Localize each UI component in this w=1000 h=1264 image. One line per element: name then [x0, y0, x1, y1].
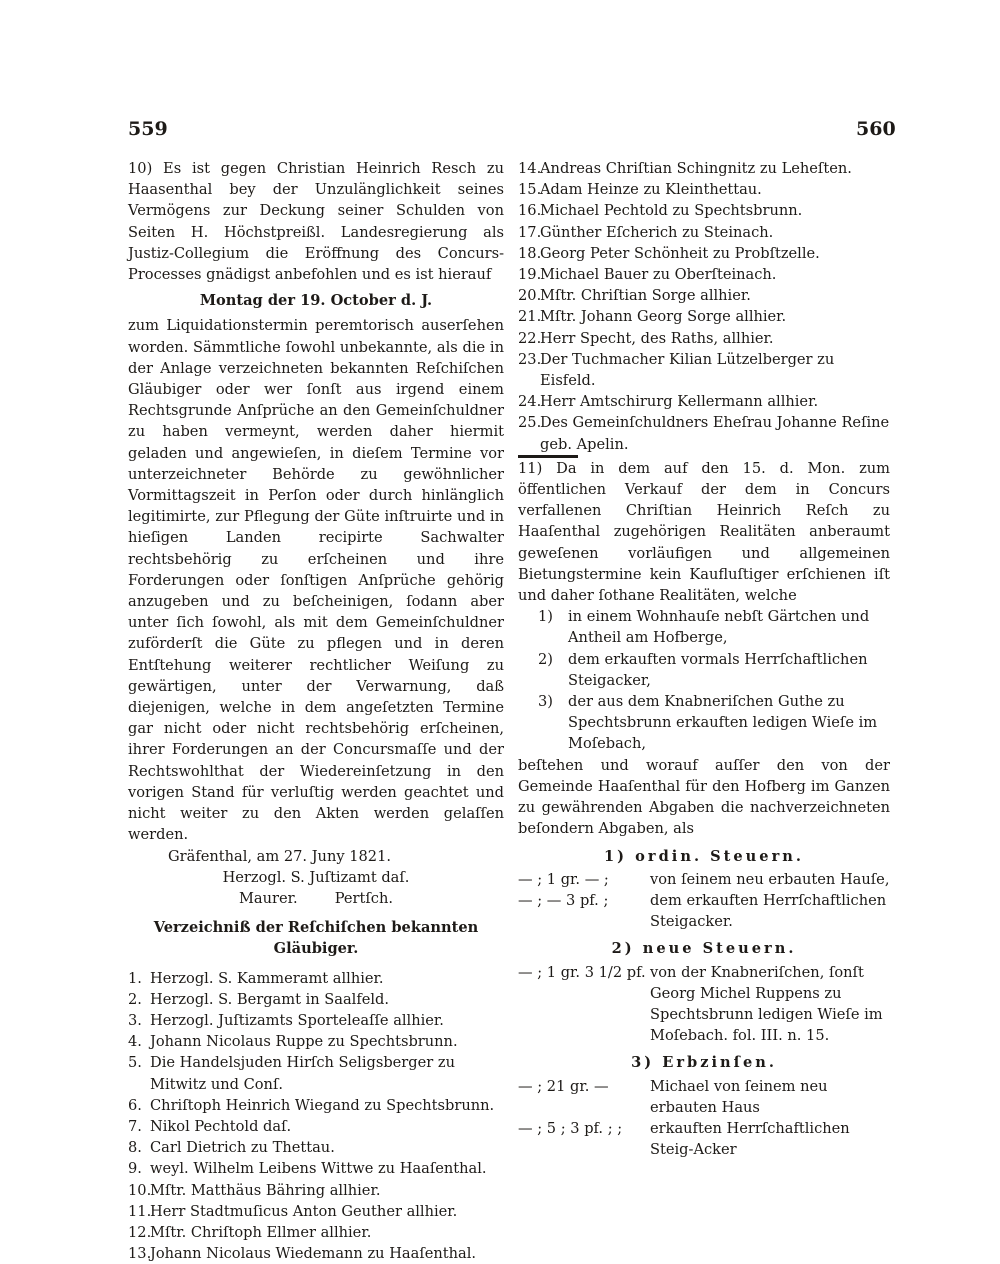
list-item-number: 2) — [538, 650, 553, 668]
list-item — [128, 1010, 504, 1031]
list-item — [128, 968, 504, 989]
signature-office: Herzogl. S. Juſtizamt daſ. — [222, 868, 410, 886]
list-item — [518, 264, 890, 285]
list-item — [128, 1222, 504, 1243]
list-item — [518, 222, 890, 243]
list-item-text: Johann Nicolaus Ruppe zu Spechtsbrunn. — [150, 1033, 458, 1051]
list-item-number: 8. — [128, 1139, 142, 1157]
list-item-number: 6. — [128, 1096, 142, 1114]
tax-heading-new: 2) neue Steuern. — [611, 940, 797, 958]
list-item — [518, 243, 890, 264]
page-number-left: 559 — [128, 118, 168, 140]
list-item-number: 12. — [128, 1223, 152, 1241]
tax-line — [518, 1076, 890, 1118]
list-item-text: Carl Dietrich zu Thettau. — [150, 1139, 335, 1157]
tax-list-ordinary — [518, 869, 890, 933]
creditor-list-right — [518, 158, 890, 455]
list-item — [128, 1137, 504, 1158]
list-item-text: dem erkauften vormals Herrſchaftlichen Steigacker, — [568, 650, 868, 689]
tax-description: von der Knabneriſchen, ſonſt Georg Michel Ruppens zu Spechtsbrunn ledigen Wieſe im Moſebach. fol. III. n. 15. — [650, 963, 883, 1045]
list-item-number: 1) — [538, 608, 553, 626]
page-number-right: 560 — [856, 118, 896, 140]
tax-description: Michael von ſeinem neu erbauten Haus — [650, 1077, 828, 1116]
list-item-text: Mſtr. Johann Georg Sorge allhier. — [540, 308, 787, 326]
list-item-number: 3. — [128, 1011, 142, 1029]
list-item-number: 10. — [128, 1181, 152, 1199]
list-item-number: 7. — [128, 1117, 142, 1135]
list-item — [128, 1243, 504, 1264]
list-item-text: Herr Stadtmuſicus Anton Geuther allhier. — [150, 1202, 458, 1220]
list-item — [128, 1052, 504, 1094]
tax-line — [518, 1118, 890, 1160]
tax-line — [518, 962, 890, 1047]
list-item-number: 19. — [518, 266, 542, 284]
tax-amount: — ; 21 gr. — — [518, 1077, 609, 1095]
list-item — [128, 1116, 504, 1137]
tax-amount: — ; 1 gr. — ; — [518, 870, 609, 888]
notice-10-intro: 10) Es ist gegen Christian Heinrich Resch zu Haasenthal bey der Unzulänglichkeit seines Vermögens zur Deckung seiner Schulden von Seiten H. Höchstpreißl. Landesregierung als Justiz-Collegium die Eröffnung des Concurs-Processes gnädigst anbefohlen und es ist hierauf — [128, 160, 504, 284]
list-item-text: Mſtr. Chriſtian Sorge allhier. — [540, 287, 751, 305]
list-item-number: 16. — [518, 202, 542, 220]
list-item-text: Andreas Chriſtian Schingnitz zu Leheſten. — [540, 160, 852, 177]
creditor-list-left — [128, 968, 504, 1264]
list-item-number: 21. — [518, 308, 542, 326]
tax-description: erkauften Herrſchaftlichen Steig-Acker — [650, 1119, 850, 1159]
list-item-number: 15. — [518, 181, 542, 199]
list-item-text: Georg Peter Schönheit zu Probſtzelle. — [540, 244, 820, 262]
tax-list-erbzinsen — [518, 1076, 890, 1161]
list-item — [518, 606, 890, 648]
list-item-number: 1. — [128, 969, 142, 987]
right-column — [518, 158, 890, 1160]
left-column — [128, 158, 504, 1264]
list-item-text: Herr Amtschirurg Kellermann allhier. — [540, 393, 819, 411]
list-item-text: weyl. Wilhelm Leibens Wittwe zu Haaſenthal. — [150, 1160, 487, 1178]
list-item-number: 22. — [518, 329, 542, 347]
list-item-text: Günther Eſcherich zu Steinach. — [540, 223, 774, 241]
list-item-text: Adam Heinze zu Kleinthettau. — [540, 181, 762, 199]
list-item-number: 13. — [128, 1245, 152, 1263]
signature-names: Maurer. Pertſch. — [238, 889, 394, 907]
list-item — [128, 1201, 504, 1222]
list-item-text: Nikol Pechtold daſ. — [150, 1117, 292, 1135]
notice-11-cont: beſtehen und worauf auſſer den von der Gemeinde Haaſenthal für den Hofberg im Ganzen zu gewährenden Abgaben die nachverzeichneten beſondern Abgaben, als — [518, 756, 890, 838]
realty-items — [518, 606, 890, 754]
list-item-text: Herzogl. Juſtizamts Sporteleaſſe allhier. — [150, 1011, 444, 1029]
place-date: Gräfenthal, am 27. Juny 1821. — [168, 847, 392, 865]
list-item-text: Mſtr. Matthäus Bähring allhier. — [150, 1181, 381, 1199]
list-item — [128, 1180, 504, 1201]
tax-amount: — ; — 3 pf. ; — [518, 891, 609, 909]
list-item-text: Michael Pechtold zu Spechtsbrunn. — [540, 202, 803, 220]
list-item-number: 25. — [518, 414, 542, 432]
tax-description: von ſeinem neu erbauten Hauſe, — [650, 870, 890, 888]
list-item-number: 20. — [518, 287, 542, 305]
list-item-text: Herzogl. S. Kammeramt allhier. — [150, 969, 384, 987]
list-item-number: 17. — [518, 223, 542, 241]
list-item — [518, 179, 890, 200]
list-item-number: 4. — [128, 1033, 142, 1051]
list-item-text: Des Gemeinſchuldners Eheſrau Johanne Reſine geb. Apelin. — [540, 414, 890, 453]
list-item-text: Herzogl. S. Bergamt in Saalfeld. — [150, 990, 390, 1008]
tax-line — [518, 869, 890, 890]
list-item-text: Michael Bauer zu Oberſteinach. — [540, 266, 777, 284]
list-item-number: 3) — [538, 693, 553, 711]
list-item-number: 18. — [518, 244, 542, 262]
list-item-number: 11. — [128, 1202, 152, 1220]
tax-amount: — ; 5 ; 3 pf. ; ; — [518, 1119, 623, 1137]
list-item — [518, 349, 890, 391]
list-item-number: 24. — [518, 393, 542, 411]
tax-list-new — [518, 962, 890, 1047]
list-item-text: Chriſtoph Heinrich Wiegand zu Spechtsbrunn. — [150, 1096, 495, 1114]
notice-10-body: zum Liquidationstermin peremtorisch auserſehen worden. Sämmtliche ſowohl unbekannte, als die in der Anlage verzeichneten bekannten Reſchiſchen Gläubiger oder wer ſonſt aus irgend einem Rechtsgrunde Anſprüche an den Gemeinſchuldner zu haben vermeynt, werden daher hiermit geladen und angewieſen, in dieſem Termine vor unterzeichneter Behörde zu gewöhnlicher Vormittagszeit in Perſon oder durch hinlänglich legitimirte, zur Pflegung der Güte inſtruirte und in hieſigen Landen recipirte Sachwalter rechtsbehörig zu erſcheinen und ihre Forderungen oder ſonſtigen Anſprüche gehörig anzugeben und zu beſcheinigen, ſodann aber unter ſich ſowohl, als mit dem Gemeinſchuldner zuförderſt die Güte zu pflegen und in deren Entſtehung weiterer rechtlicher Weiſung zu gewärtigen, unter der Verwarnung, daß diejenigen, welche in dem angeſetzten Termine gar nicht oder nicht rechtsbehörig erſcheinen, ihrer Forderungen an der Concursmaſſe und der Rechtswohlthat der Wiedereinſetzung in den vorigen Stand für verluſtig werden geachtet und nicht weiter zu den Akten werden gelaſſen werden. — [128, 317, 504, 844]
list-item-number: 5. — [128, 1054, 142, 1072]
list-item-text: in einem Wohnhauſe nebſt Gärtchen und Antheil am Hofberge, — [568, 608, 870, 647]
list-item — [518, 328, 890, 349]
list-item — [518, 306, 890, 327]
list-item-text: Der Tuchmacher Kilian Lützelberger zu Eisfeld. — [540, 350, 835, 390]
list-item — [518, 691, 890, 755]
list-item — [128, 989, 504, 1010]
list-item-text: Die Handelsjuden Hirſch Seligsberger zu Mitwitz und Conſ. — [150, 1054, 455, 1093]
tax-line — [518, 890, 890, 932]
list-item — [518, 391, 890, 412]
list-item — [128, 1158, 504, 1179]
tax-amount: — ; 1 gr. 3 1/2 pf. — [518, 963, 646, 981]
list-item — [518, 649, 890, 691]
list-item-number: 9. — [128, 1160, 142, 1178]
list-item — [518, 412, 890, 454]
notice-11-intro: 11) Da in dem auf den 15. d. Mon. zum öffentlichen Verkauf der dem in Concurs verfallenen Chriſtian Heinrich Reſch zu Haaſenthal zugehörigen Realitäten anberaumt geweſenen vorläufigen und allgemeinen Bietungstermine kein Kaufluſtiger erſchienen iſt und daher ſothane Realitäten, welche — [518, 459, 890, 605]
list-item — [128, 1095, 504, 1116]
list-item — [518, 200, 890, 221]
list-item — [518, 285, 890, 306]
tax-description: dem erkauften Herrſchaftlichen Steigacker. — [650, 891, 887, 931]
tax-heading-ordinary: 1) ordin. Steuern. — [604, 847, 804, 865]
list-item-text: Herr Specht, des Raths, allhier. — [540, 329, 774, 347]
list-item-number: 14. — [518, 160, 542, 177]
date-heading: Montag der 19. October d. J. — [199, 292, 433, 310]
creditor-list-title: Verzeichniß der Reſchiſchen bekannten Gläubiger. — [153, 919, 479, 958]
list-item — [518, 158, 890, 179]
list-item-text: Mſtr. Chriſtoph Ellmer allhier. — [150, 1223, 372, 1241]
list-item-number: 23. — [518, 350, 542, 368]
list-item-number: 2. — [128, 990, 142, 1008]
list-item — [128, 1031, 504, 1052]
list-item-text: der aus dem Knabneriſchen Guthe zu Spechtsbrunn erkauften ledigen Wieſe im Moſebach, — [568, 693, 878, 753]
tax-heading-erbzinsen: 3) Erbzinſen. — [631, 1054, 777, 1072]
list-item-text: Johann Nicolaus Wiedemann zu Haaſenthal. — [150, 1245, 477, 1263]
